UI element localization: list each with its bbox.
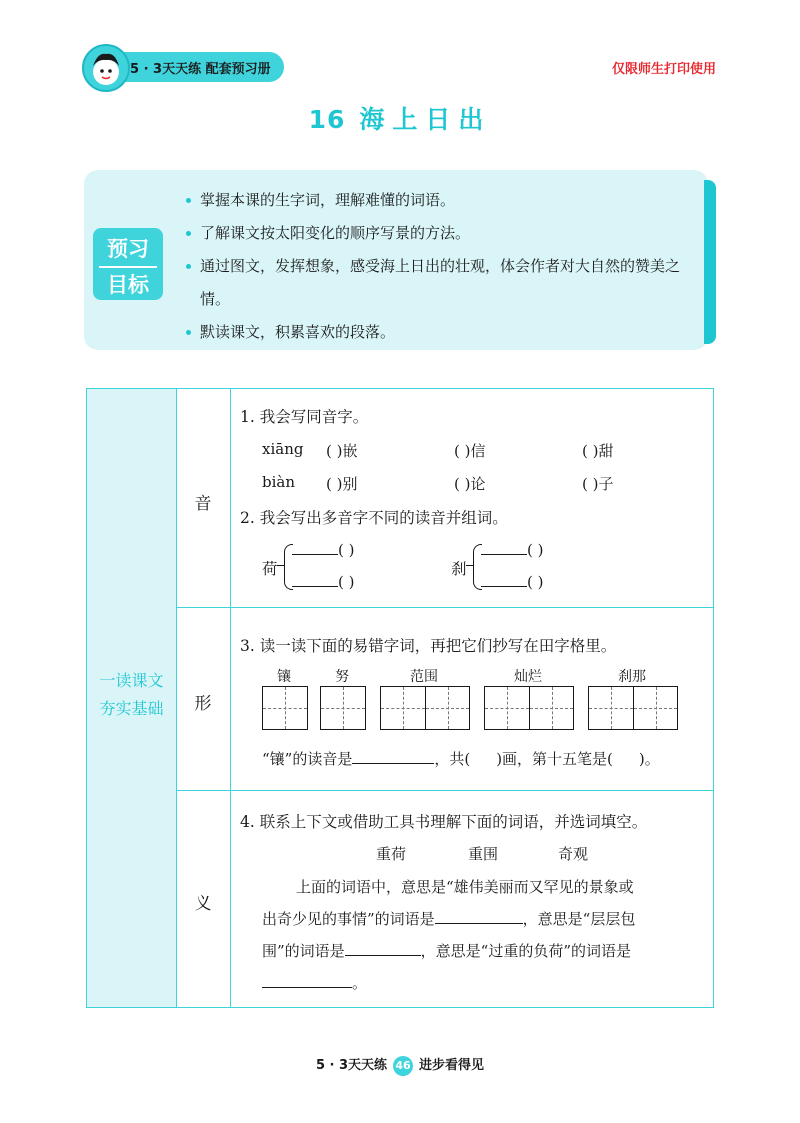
objectives-edge xyxy=(704,180,716,344)
polyphone-answer[interactable]: ( ) xyxy=(292,540,354,559)
footer-series: 5 · 3天天练 xyxy=(315,1058,388,1073)
q3-sentence: “镶”的读音是 ，共( )画，第十五笔是( )。 xyxy=(262,750,660,768)
word-label: 镶 xyxy=(277,669,291,685)
homophone-blank[interactable]: ( )信 xyxy=(454,442,486,460)
section-column xyxy=(87,389,177,1007)
word-label: 刹那 xyxy=(618,669,646,685)
q1-title: 1. 我会写同音字。 xyxy=(240,408,369,426)
word-choice: 奇观 xyxy=(558,845,589,863)
tianzige-grid[interactable] xyxy=(484,686,574,730)
objective-item: 掌握本课的生字词，理解难懂的词语。 xyxy=(184,184,704,217)
row-divider xyxy=(176,607,713,608)
tianzige-grid[interactable] xyxy=(262,686,308,730)
series-label: 5 · 3天天练 配套预习册 xyxy=(130,62,271,77)
word-choice: 重荷 xyxy=(376,845,407,863)
polyphone-char-1: 荷 xyxy=(262,560,278,578)
category-shape: 形 xyxy=(194,694,212,714)
word-label: 范围 xyxy=(410,669,438,685)
polyphone-answer[interactable]: ( ) xyxy=(292,572,354,591)
section-label xyxy=(87,667,176,723)
q4-line: 围”的词语是 ，意思是“过重的负荷”的词语是 xyxy=(262,942,632,960)
polyphone-answer[interactable]: ( ) xyxy=(481,572,543,591)
tianzige-grid[interactable] xyxy=(588,686,678,730)
footer-slogan: 进步看得见 xyxy=(419,1058,485,1073)
polyphone-char-2: 刹 xyxy=(451,560,467,578)
reading-blank[interactable] xyxy=(352,749,434,764)
section-label-line2: 夯实基础 xyxy=(99,699,164,718)
homophone-blank[interactable]: ( )子 xyxy=(582,475,614,493)
pinyin: xiāng xyxy=(262,440,304,458)
lesson-title: 海上日出 xyxy=(359,105,492,134)
mascot-avatar-icon xyxy=(82,44,130,92)
objective-item: 默读课文，积累喜欢的段落。 xyxy=(184,316,704,349)
pinyin: biàn xyxy=(262,473,296,491)
homophone-blank[interactable]: ( )嵌 xyxy=(326,442,358,460)
section-label-line1: 一读课文 xyxy=(99,671,164,690)
tianzige-grid[interactable] xyxy=(320,686,366,730)
category-sound: 音 xyxy=(194,494,212,514)
page-title xyxy=(0,100,800,136)
objectives-tag xyxy=(93,228,163,300)
homophone-blank[interactable]: ( )别 xyxy=(326,475,358,493)
q4-line: 上面的词语中，意思是“雄伟美丽而又罕见的景象或 xyxy=(296,878,634,896)
page-number: 46 xyxy=(393,1056,413,1076)
objectives-list xyxy=(184,184,704,349)
homophone-blank[interactable]: ( )甜 xyxy=(582,442,614,460)
fill-blank[interactable] xyxy=(435,909,523,924)
q4-line: 出奇少见的事情”的词语是 ，意思是“层层包 xyxy=(262,910,636,928)
print-notice: 仅限师生打印使用 xyxy=(611,62,716,77)
objective-item: 通过图文，发挥想象，感受海上日出的壮观，体会作者对大自然的赞美之情。 xyxy=(184,250,704,316)
q2-title: 2. 我会写出多音字不同的读音并组词。 xyxy=(240,509,508,527)
word-label: 灿烂 xyxy=(514,669,542,685)
polyphone-answer[interactable]: ( ) xyxy=(481,540,543,559)
fill-blank[interactable] xyxy=(262,973,352,988)
q4-title: 4. 联系上下文或借助工具书理解下面的词语，并选词填空。 xyxy=(240,813,648,831)
word-label: 努 xyxy=(335,669,349,685)
lesson-number: 16 xyxy=(308,105,346,134)
tianzige-grid[interactable] xyxy=(380,686,470,730)
homophone-blank[interactable]: ( )论 xyxy=(454,475,486,493)
fill-blank[interactable] xyxy=(345,941,421,956)
objectives-tag-line2: 目标 xyxy=(99,266,157,300)
q3-title: 3. 读一读下面的易错字词，再把它们抄写在田字格里。 xyxy=(240,637,617,655)
objectives-tag-line1: 预习 xyxy=(107,237,149,261)
footer xyxy=(0,1054,800,1076)
q4-line: 。 xyxy=(262,972,367,993)
word-choice: 重围 xyxy=(468,845,499,863)
row-divider xyxy=(176,790,713,791)
category-meaning: 义 xyxy=(194,894,212,914)
objective-item: 了解课文按太阳变化的顺序写景的方法。 xyxy=(184,217,704,250)
